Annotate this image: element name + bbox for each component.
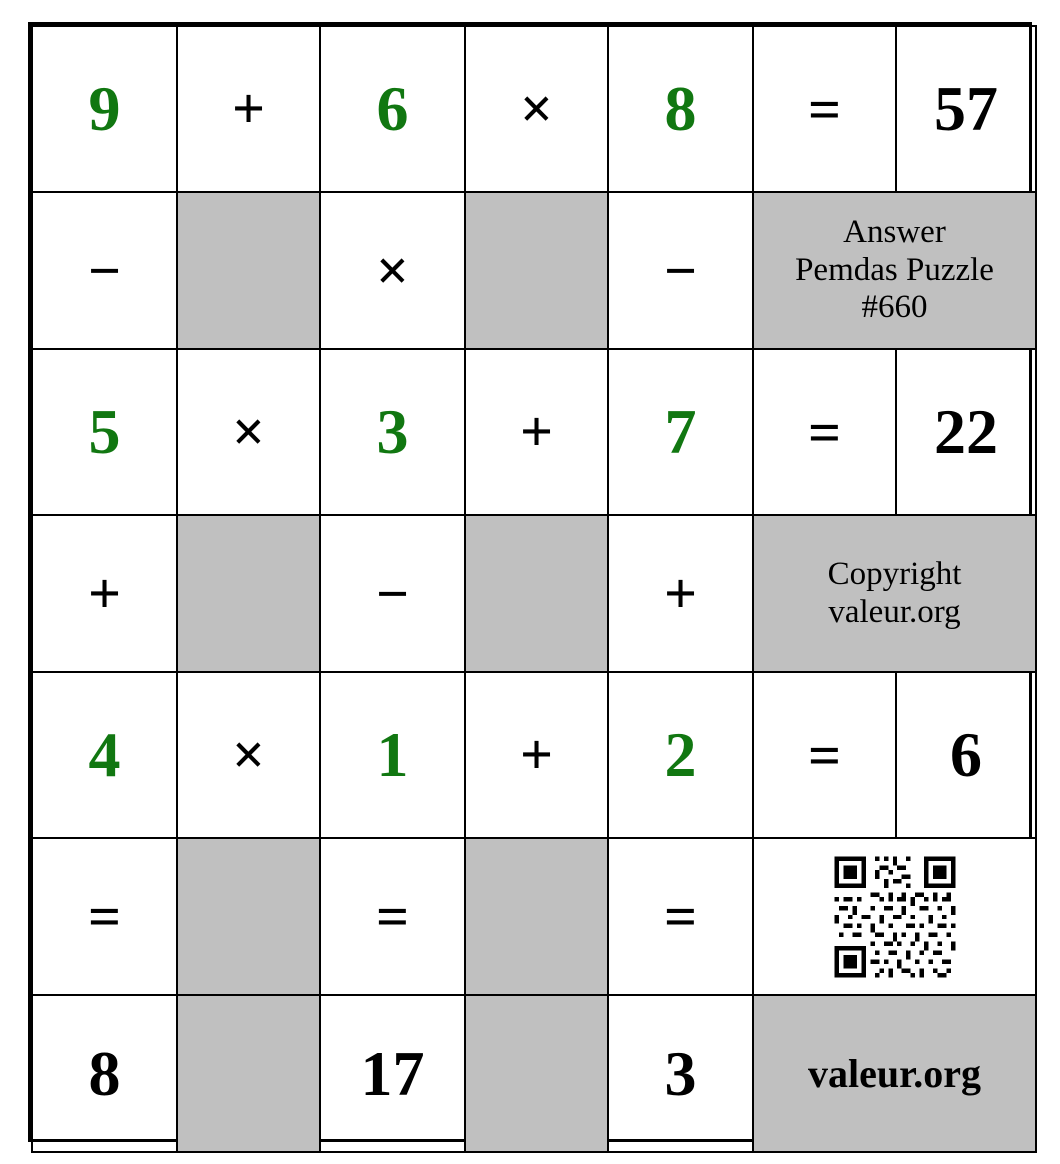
table-row [32, 349, 1036, 515]
cell-result: 6 [896, 672, 1036, 838]
cell-number: 2 [608, 672, 753, 838]
cell-number: 3 [320, 349, 465, 515]
cell-shaded-blank [465, 192, 608, 349]
table-row [32, 995, 1036, 1152]
cell-shaded-blank [177, 192, 320, 349]
cell-shaded-blank [177, 838, 320, 995]
cell-total: 3 [608, 995, 753, 1152]
brand-label: valeur.org [753, 995, 1036, 1152]
cell-result: 57 [896, 26, 1036, 192]
table-row [32, 515, 1036, 672]
cell-shaded-blank [465, 995, 608, 1152]
cell-equals: = [608, 838, 753, 995]
puzzle-title-line-2: Pemdas Puzzle [795, 251, 994, 288]
cell-total: 8 [32, 995, 177, 1152]
cell-number: 7 [608, 349, 753, 515]
cell-operator: + [608, 515, 753, 672]
cell-operator: × [177, 349, 320, 515]
qr-code-svg [830, 852, 960, 982]
puzzle-title-box [753, 192, 1036, 349]
cell-operator: + [465, 349, 608, 515]
cell-operator: − [608, 192, 753, 349]
cell-equals: = [753, 672, 896, 838]
cell-number: 5 [32, 349, 177, 515]
cell-operator: − [32, 192, 177, 349]
cell-operator: × [177, 672, 320, 838]
table-row [32, 26, 1036, 192]
puzzle-title-line-3: #660 [861, 289, 928, 326]
cell-number: 6 [320, 26, 465, 192]
cell-shaded-blank [465, 838, 608, 995]
qr-code-icon [753, 838, 1036, 995]
cell-number: 8 [608, 26, 753, 192]
cell-operator: + [32, 515, 177, 672]
cell-shaded-blank [465, 515, 608, 672]
cell-operator: − [320, 515, 465, 672]
cell-shaded-blank [177, 515, 320, 672]
cell-number: 9 [32, 26, 177, 192]
puzzle-title-line-1: Answer [843, 213, 946, 250]
table-row [32, 192, 1036, 349]
cell-equals: = [320, 838, 465, 995]
cell-equals: = [753, 349, 896, 515]
cell-number: 4 [32, 672, 177, 838]
cell-operator: × [320, 192, 465, 349]
copyright-line-2: valeur.org [828, 593, 961, 630]
table-row [32, 672, 1036, 838]
cell-operator: + [177, 26, 320, 192]
cell-result: 22 [896, 349, 1036, 515]
pemdas-puzzle-grid [28, 22, 1032, 1142]
cell-total: 17 [320, 995, 465, 1152]
cell-operator: + [465, 672, 608, 838]
copyright-box [753, 515, 1036, 672]
cell-shaded-blank [177, 995, 320, 1152]
table-row [32, 838, 1036, 995]
cell-number: 1 [320, 672, 465, 838]
cell-equals: = [32, 838, 177, 995]
cell-operator: × [465, 26, 608, 192]
puzzle-table [31, 25, 1037, 1153]
cell-equals: = [753, 26, 896, 192]
copyright-line-1: Copyright [827, 555, 962, 592]
